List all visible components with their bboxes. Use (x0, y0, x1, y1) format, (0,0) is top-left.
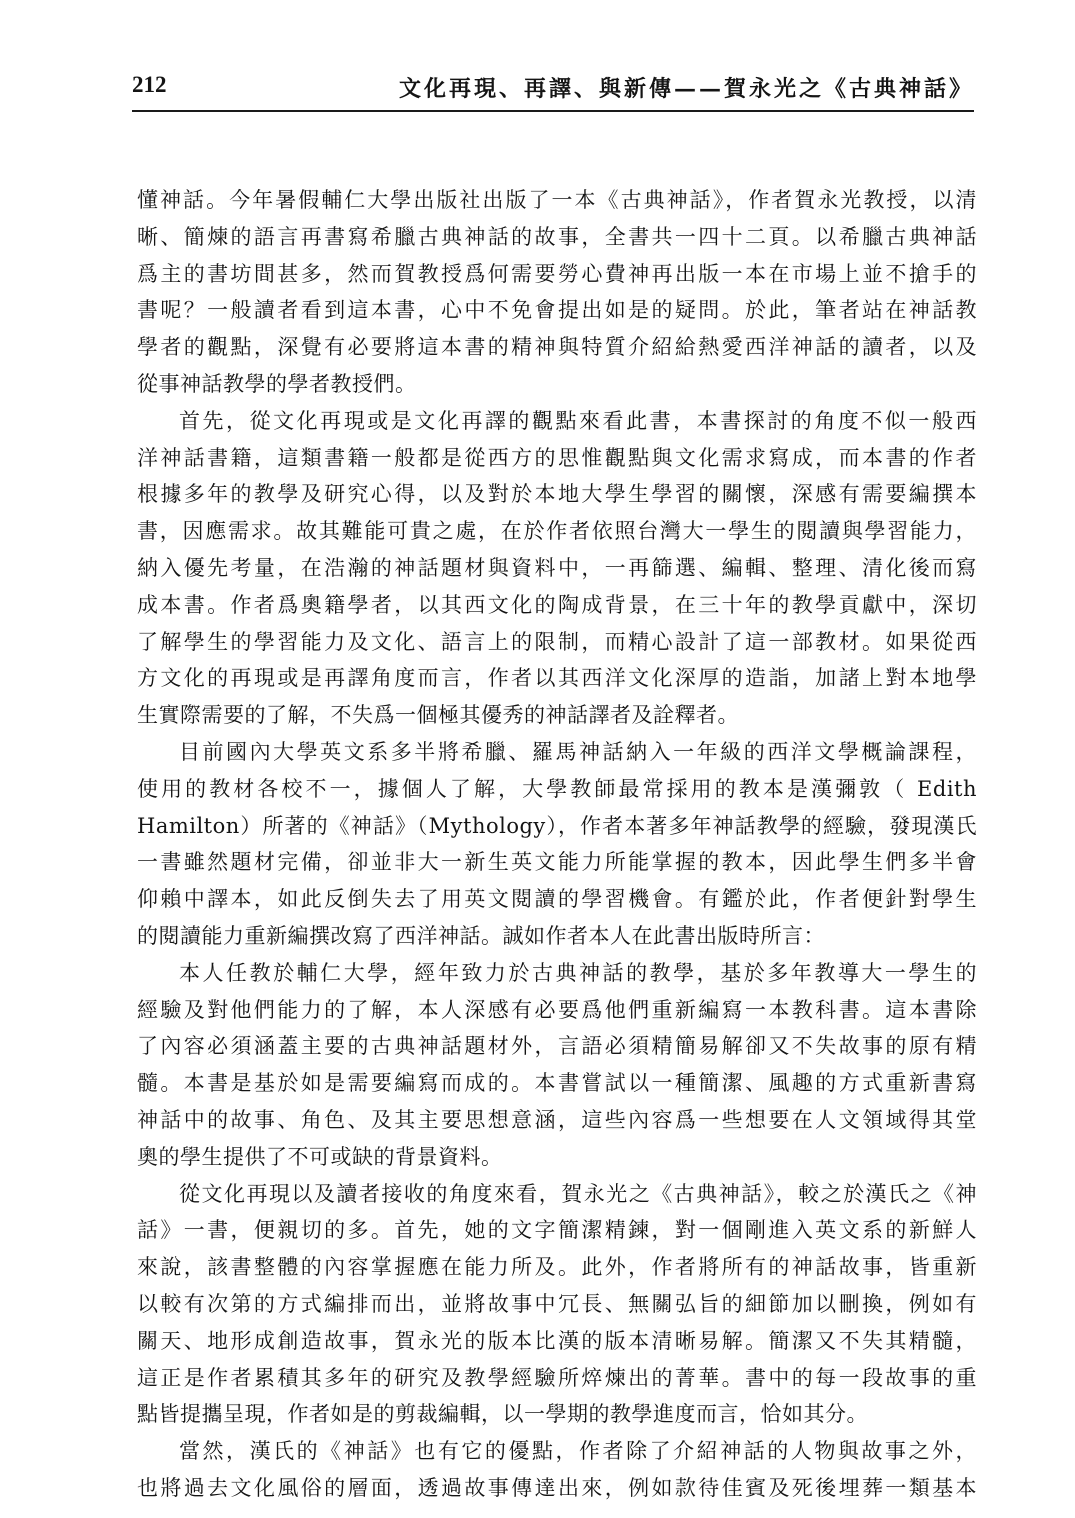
text-line: 了解學生的學習能力及文化、語言上的限制，而精心設計了這一部教材。如果從西 (137, 629, 977, 654)
text-line: 從事神話教學的學者教授們。 (137, 371, 417, 396)
text-line: 學者的觀點，深覺有必要將這本書的精神與特質介紹給熱愛西洋神話的讀者，以及 (137, 335, 977, 360)
page-header (132, 70, 974, 106)
text-line: 方文化的再現或是再譯角度而言，作者以其西洋文化深厚的造詣，加諸上對本地學 (137, 666, 977, 691)
text-line: 首先，從文化再現或是文化再譯的觀點來看此書，本書探討的角度不似一般西 (179, 408, 977, 433)
text-line: 話》一書，便親切的多。首先，她的文字簡潔精鍊，對一個剛進入英文系的新鮮人 (137, 1218, 977, 1243)
text-line: 以較有次第的方式編排而出，並將故事中冗長、無關弘旨的細節加以刪換，例如有 (137, 1291, 977, 1316)
running-title: 文化再現、再譯、與新傳——賀永光之《古典神話》 (398, 76, 974, 102)
text-line: 目前國內大學英文系多半將希臘、羅馬神話納入一年級的西洋文學概論課程， (179, 739, 977, 764)
text-line: 當然，漢氏的《神話》也有它的優點，作者除了介紹神話的人物與故事之外， (179, 1439, 977, 1464)
text-line: 書呢？一般讀者看到這本書，心中不免會提出如是的疑問。於此，筆者站在神話教 (137, 298, 977, 323)
text-line: Hamilton）所著的《神話》（Mythology），作者本著多年神話教學的經驗，發現漢氏 (137, 813, 977, 838)
text-line: 納入優先考量，在浩瀚的神話題材與資料中，一再篩選、編輯、整理、清化後而寫 (137, 555, 977, 580)
text-line: 從文化再現以及讀者接收的角度來看，賀永光之《古典神話》，較之於漢氏之《神 (179, 1181, 977, 1206)
text-line: 也將過去文化風俗的層面，透過故事傳達出來，例如款待佳賓及死後埋葬一類基本 (137, 1475, 977, 1500)
text-line: 髓。本書是基於如是需要編寫而成的。本書嘗試以一種簡潔、風趣的方式重新書寫 (137, 1071, 977, 1096)
text-line: 生實際需要的了解，不失爲一個極其優秀的神話譯者及詮釋者。 (137, 703, 739, 728)
text-line: 的閱讀能力重新編撰改寫了西洋神話。誠如作者本人在此書出版時所言： (137, 923, 825, 948)
text-line: 書，因應需求。故其難能可貴之處，在於作者依照台灣大一學生的閱讀與學習能力， (137, 519, 977, 544)
text-line: 本人任教於輔仁大學，經年致力於古典神話的教學，基於多年教導大一學生的 (179, 960, 977, 985)
text-line: 晰、簡煉的語言再書寫希臘古典神話的故事，全書共一四十二頁。以希臘古典神話 (137, 224, 977, 249)
text-line: 奧的學生提供了不可或缺的背景資料。 (137, 1144, 503, 1169)
text-line: 懂神話。今年暑假輔仁大學出版社出版了一本《古典神話》，作者賀永光教授，以清 (137, 188, 977, 212)
text-line: 一書雖然題材完備，卻並非大一新生英文能力所能掌握的教本，因此學生們多半會 (137, 850, 977, 875)
text-line: 了內容必須涵蓋主要的古典神話題材外，言語必須精簡易解卻又不失故事的原有精 (137, 1034, 977, 1059)
text-line: 根據多年的教學及研究心得，以及對於本地大學生學習的關懷，深感有需要編撰本 (137, 482, 977, 507)
text-line: 神話中的故事、角色、及其主要思想意涵，這些內容爲一些想要在人文領域得其堂 (137, 1107, 977, 1132)
text-line: 點皆提攜呈現，作者如是的剪裁編輯，以一學期的教學進度而言，恰如其分。 (137, 1402, 868, 1427)
body-text (137, 182, 977, 1507)
text-line: 這正是作者累積其多年的研究及教學經驗所焠煉出的菁華。書中的每一段故事的重 (137, 1365, 977, 1390)
text-line: 經驗及對他們能力的了解，本人深感有必要爲他們重新編寫一本教科書。這本書除 (137, 997, 977, 1022)
text-line: 關天、地形成創造故事，賀永光的版本比漢的版本清晰易解。簡潔又不失其精髓， (137, 1328, 977, 1353)
text-line: 洋神話書籍，這類書籍一般都是從西方的思惟觀點與文化需求寫成，而本書的作者 (137, 445, 977, 470)
text-line: 使用的教材各校不一，據個人了解，大學教師最常採用的教本是漢彌敦（ Edith (137, 776, 977, 801)
text-line: 來說，該書整體的內容掌握應在能力所及。此外，作者將所有的神話故事，皆重新 (137, 1255, 977, 1280)
header-divider (132, 110, 974, 112)
text-line: 成本書。作者爲奧籍學者，以其西文化的陶成背景，在三十年的教學貢獻中，深切 (137, 592, 977, 617)
text-line: 仰賴中譯本，如此反倒失去了用英文閱讀的學習機會。有鑑於此，作者便針對學生 (137, 887, 977, 912)
page-number: 212 (132, 72, 167, 97)
text-line: 爲主的書坊間甚多，然而賀教授爲何需要勞心費神再出版一本在市場上並不搶手的 (137, 261, 977, 286)
